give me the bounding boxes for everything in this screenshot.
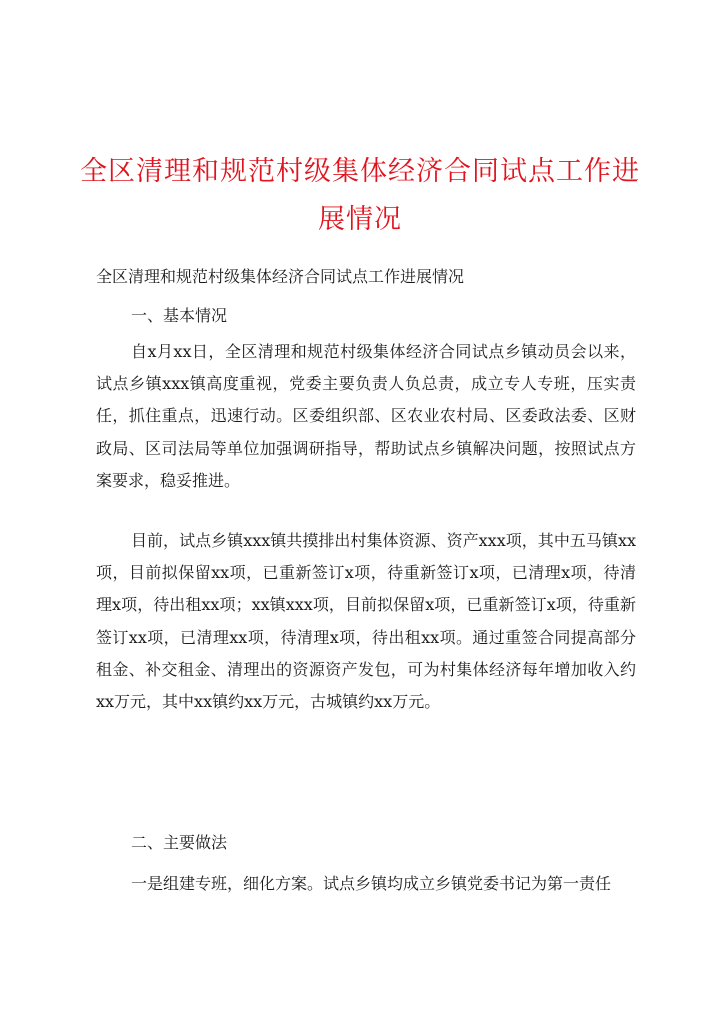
paragraph-current-status: 目前，试点乡镇xxx镇共摸排出村集体资源、资产xxx项，其中五马镇xx项，目前拟保留xx项，已重新签订x项，待重新签订x项，已清理x项，待清理x项，待出租xx项；xx镇xxx项，目前拟保留x项，已重新签订x项，待重新签订xx项，已清理xx项，待清理x项，待出租xx项。通过重签合同提高部分租金、补交租金、清理出的资源资产发包，可为村集体经济每年增加收入约xx万元，其中xx镇约xx万元，古城镇约xx万元。 — [96, 531, 636, 712]
paragraph-basic-situation: 自x月xx日，全区清理和规范村级集体经济合同试点乡镇动员会以来，试点乡镇xxx镇高度重视，党委主要负责人负总责，成立专人专班，压实责任，抓住重点，迅速行动。区委组织部、区农业农村局、区委政法委、区财政局、区司法局等单位加强调研指导，帮助试点乡镇解决问题，按照试点方案要求，稳妥推进。 — [96, 342, 636, 490]
section-heading-basic-situation: 一、基本情况 — [131, 306, 228, 325]
section-heading-main-practices: 二、主要做法 — [131, 833, 228, 852]
paragraph-main-practices: 一是组建专班，细化方案。试点乡镇均成立乡镇党委书记为第一责任 — [131, 874, 612, 893]
document-title: 全区清理和规范村级集体经济合同试点工作进展情况 — [80, 156, 640, 235]
document-subtitle: 全区清理和规范村级集体经济合同试点工作进展情况 — [96, 267, 465, 286]
